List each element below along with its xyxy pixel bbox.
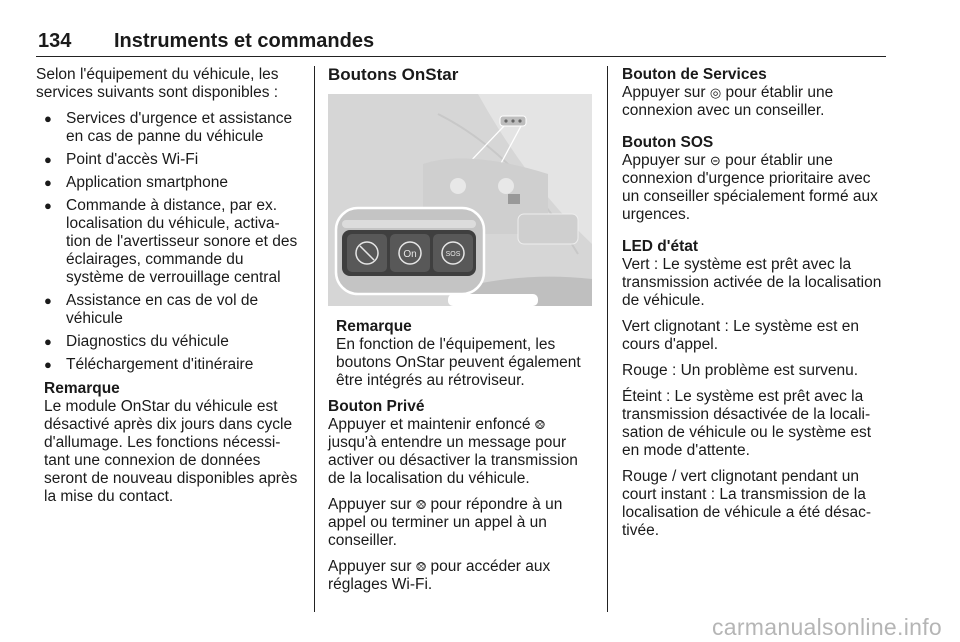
services-list [36,110,304,374]
privacy-button-icon: ⨷ [534,417,546,432]
list-item: ● Application smartphone [36,174,304,192]
led-item: Éteint : Le système est prêt avec la transmission désactivée de la locali-sation de véhicule ou le système est en mode d'attente. [622,388,871,459]
privacy-paragraph-3 [328,558,598,594]
privacy-button-icon: ⨷ [415,497,427,512]
page-number: 134 [38,30,72,52]
privacy-paragraph-1 [328,416,598,488]
list-item: ● Point d'accès Wi-Fi [36,151,304,169]
intro-text: Selon l'équipement du véhicule, les services suivants sont disponibles : [36,66,279,101]
note-block [36,380,304,506]
text-run: pour établir une connexion d'urgence prioritaire avec un conseiller spécialement formé aux urgences. [622,152,878,223]
privacy-button-icon: ⨷ [415,559,427,574]
overhead-console-drawing [328,94,592,306]
list-item: ● Diagnostics du véhicule [36,333,304,351]
note-title: Remarque [44,380,120,397]
text-run: Appuyer et maintenir enfoncé [328,416,531,433]
services-button-title: Bouton de Services [622,66,767,83]
led-item: Rouge / vert clignotant pendant un court instant : La transmission de la localisation de véhicule a été désac-tivée. [622,468,872,539]
watermark: carmanualsonline.info [711,614,942,640]
text-run: pour établir une connexion avec un conseiller. [622,84,834,119]
list-item: ● Assistance en cas de vol de véhicule [36,292,304,328]
led-item: Vert clignotant : Le système est en cours d'appel. [622,318,859,353]
note-text: Le module OnStar du véhicule est désactivé après dix jours dans cycle d'allumage. Les fonctions nécessi-tant une connexion de données seront de nouveau disponibles après la mise du contact. [44,398,298,505]
button-on-label: On [403,249,417,260]
privacy-paragraph-2 [328,496,598,550]
column-right [622,66,888,548]
text-run: Appuyer sur [622,152,706,169]
list-item: ● Téléchargement d'itinéraire [36,356,304,374]
page-title: Instruments et commandes [114,30,375,52]
onstar-buttons-illustration [328,94,592,306]
note-text: En fonction de l'équipement, les boutons OnStar peuvent également être intégrés au rétroviseur. [336,336,581,389]
text-run: pour accéder aux réglages Wi-Fi. [328,558,551,593]
text-run: Appuyer sur [328,558,412,575]
led-item: Rouge : Un problème est survenu. [622,362,859,379]
list-item: ● Commande à distance, par ex. localisation du véhicule, activa-tion de l'avertisseur sonore et des éclairages, commande du système de verrouillage central [36,197,304,287]
text-run: pour répondre à un appel ou terminer un appel à un conseiller. [328,496,563,549]
note-block [328,318,598,390]
column-middle [328,66,598,602]
led-item: Vert : Le système est prêt avec la transmission activée de la localisation de véhicule. [622,256,882,309]
led-status-title: LED d'état [622,238,699,255]
button-sos-label: SOS [445,251,461,258]
text-run: Appuyer sur [328,496,412,513]
sos-icon: ⊝ [709,153,721,168]
column-divider [607,66,608,612]
text-run: Appuyer sur [622,84,706,101]
text-run: jusqu'à entendre un message pour activer ou désactiver la transmission de la localisation du véhicule. [328,434,578,487]
column-divider [314,66,315,612]
column-left [36,66,304,506]
privacy-button-title: Bouton Privé [328,398,425,415]
sos-paragraph [622,152,888,224]
sos-button-title: Bouton SOS [622,134,714,151]
services-paragraph [622,84,888,120]
page-header [36,30,886,57]
section-title: Boutons OnStar [328,65,459,84]
onstar-services-icon: ◎ [709,85,722,100]
list-item: ● Services d'urgence et assistance en cas de panne du véhicule [36,110,304,146]
note-title: Remarque [336,318,412,335]
